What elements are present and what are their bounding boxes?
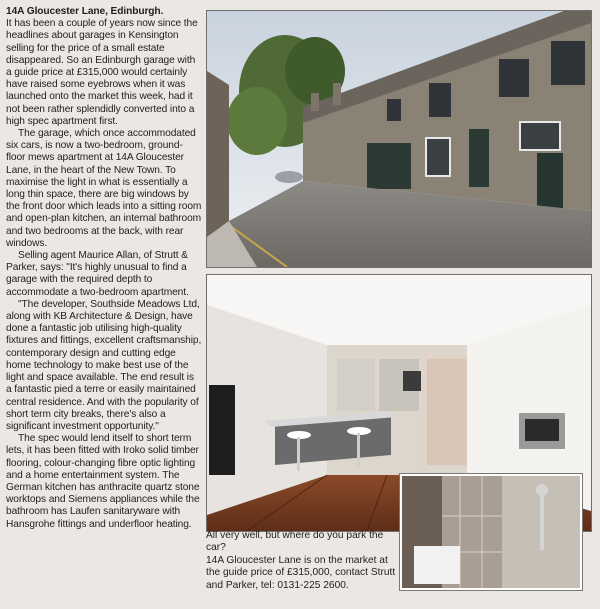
mews-exterior-photo xyxy=(206,10,592,268)
bathroom-inset-photo xyxy=(400,474,582,590)
bathroom-illustration xyxy=(402,476,580,588)
caption-question: All very well, but where do you park the car? xyxy=(206,530,384,554)
article-paragraph-2: The garage, which once accommodated six cars, is now a two-bedroom, ground-floor mews apartment at 14A Gloucester Lane, in the heart of the New Town. To maximise the light in what is essentially a long thin space, there are big windows by the front door which leads into a sitting room and open-plan kitchen, an internal bathroom and two bedrooms at the back, with rear windows. xyxy=(6,128,202,249)
article-headline: 14A Gloucester Lane, Edinburgh. xyxy=(6,6,164,17)
mews-exterior-illustration xyxy=(207,11,591,267)
article-paragraph-1 xyxy=(6,6,202,128)
photo-caption xyxy=(206,530,396,592)
article-text-1: It has been a couple of years now since the headlines about garages in Kensington selling for the price of a small estate disappeared. So an Edinburgh garage with a guide price at £315,000 would certainly have raised some eyebrows when it was launched onto the market this week, had it not been rather splendidly converted into a high spec apartment first. xyxy=(6,18,198,127)
article-paragraph-4: "The developer, Southside Meadows Ltd, along with KB Architecture & Design, have done a fantastic job utilising high-quality fixtures and fittings, excellent craftsmanship, contemporary design and cutting edge home technology to make best use of the light and space available. The end result is a fantastic pied a terre or easily maintained central residence. And with the popularity of short term city breaks, there's also a significant investment opportunity." xyxy=(6,298,202,432)
article-paragraph-3: Selling agent Maurice Allan, of Strutt & Parker, says: "It's highly unusual to find a garage with the required depth to accommodate a two-bedroom apartment. xyxy=(6,250,189,298)
caption-contact: 14A Gloucester Lane is on the market at the guide price of £315,000, contact Strutt and Parker, tel: 0131-225 2600. xyxy=(206,554,396,591)
article-paragraph-5: The spec would lend itself to short term lets, it has been fitted with Iroko solid timber flooring, colour-changing fibre optic lighting and a home entertainment system. The German kitchen has anthracite quartz stone worktops and Siemens appliances while the bathroom has Laufen sanitaryware with Hansgrohe fittings and underfloor heating. xyxy=(6,433,200,530)
article-column xyxy=(6,6,202,604)
